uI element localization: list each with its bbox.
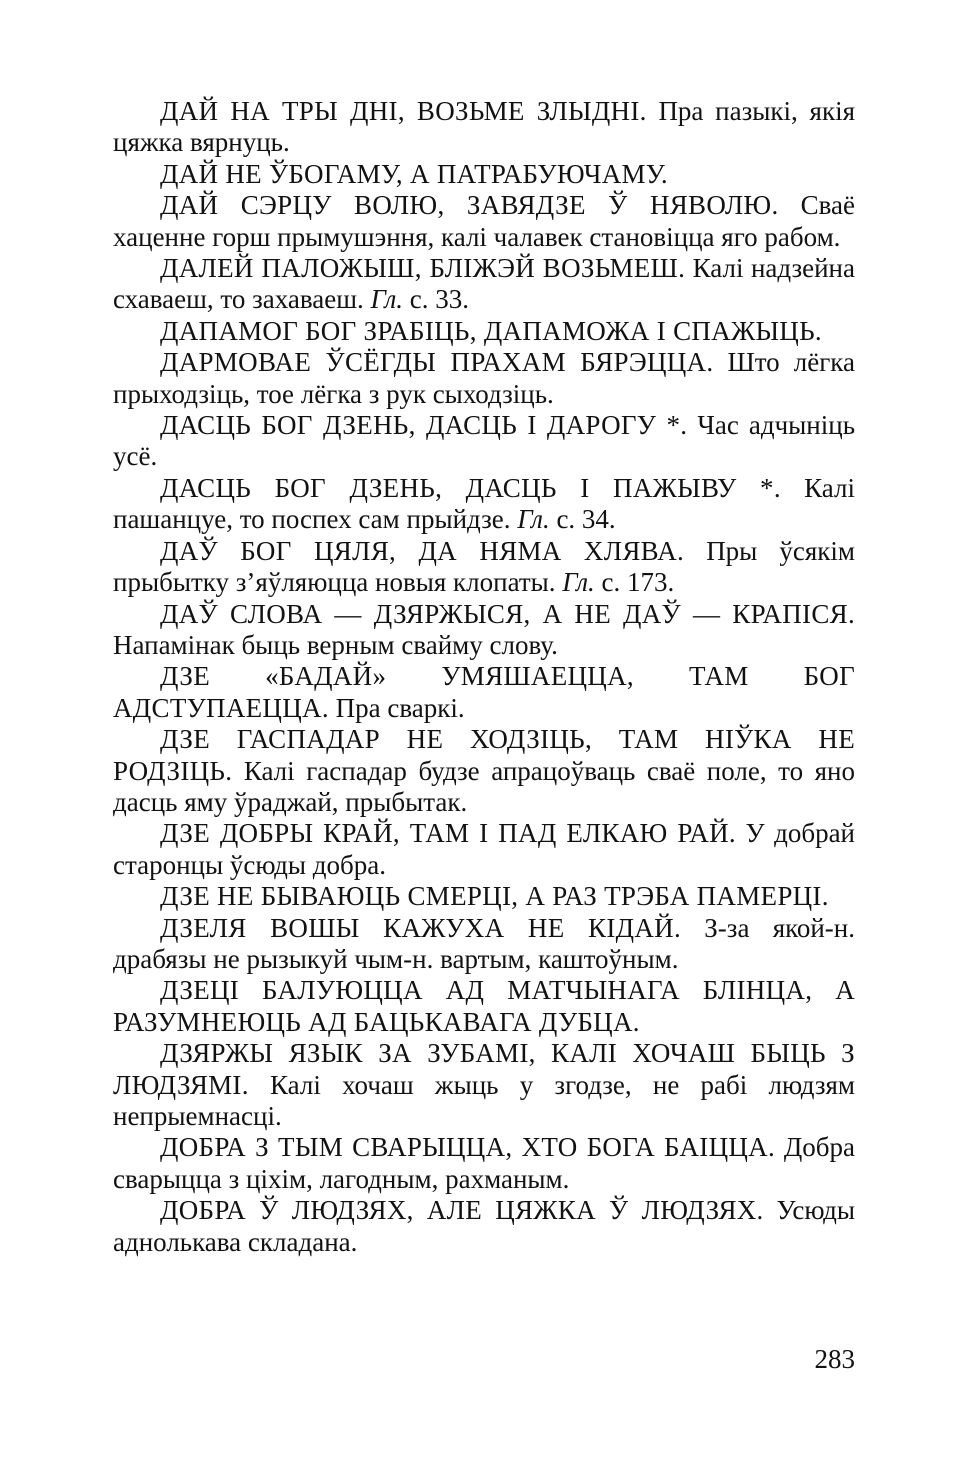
proverb-entry <box>113 913 855 976</box>
proverb-headword: ДАЎ БОГ ЦЯЛЯ, ДА НЯМА ХЛЯВА. <box>160 535 685 566</box>
proverb-entry <box>113 818 855 881</box>
proverb-definition: Напамінак быць верным свайму слову. <box>113 629 558 660</box>
proverb-entry <box>113 975 855 1038</box>
proverb-definition: Добра сварыцца з ціхім, лагодным, рахманым. <box>113 1132 855 1194</box>
cross-reference-see-label: Гл. <box>517 504 550 535</box>
proverb-headword: ДЗЕ ГАСПАДАР НЕ ХОДЗІЦЬ, ТАМ НІЎКА НЕ РОДЗІЦЬ. <box>113 724 855 786</box>
cross-reference-page: с. 33. <box>409 284 469 315</box>
entries-container <box>113 96 855 1258</box>
proverb-headword: ДЗЕЛЯ ВОШЫ КАЖУХА НЕ КІДАЙ. <box>160 912 682 943</box>
proverb-headword: ДЗЕ ДОБРЫ КРАЙ, ТАМ І ПАД ЕЛКАЮ РАЙ. <box>160 818 736 849</box>
proverb-entry <box>113 1195 855 1258</box>
cross-reference-page: с. 34. <box>556 504 616 535</box>
proverb-entry <box>113 1132 855 1195</box>
proverb-headword: ДАРМОВАЕ ЎСЁГДЫ ПРАХАМ БЯРЭЦЦА. <box>160 347 714 378</box>
cross-reference <box>562 567 674 597</box>
proverb-headword: ДЗЕ «БАДАЙ» УМЯШАЕЦЦА, ТАМ БОГ АДСТУПАЕЦЦА. <box>113 661 855 723</box>
proverb-definition: Час адчыніць усё. <box>113 410 856 472</box>
proverb-entry <box>113 881 855 912</box>
proverb-headword: ДАСЦЬ БОГ ДЗЕНЬ, ДАСЦЬ І ПАЖЫВУ *. <box>160 472 781 503</box>
proverb-headword: ДЗЕЦІ БАЛУЮЦЦА АД МАТЧЫНАГА БЛІНЦА, А РАЗУМНЕЮЦЬ АД БАЦЬКАВАГА ДУБЦА. <box>113 975 855 1037</box>
proverb-headword: ДОБРА Ў ЛЮДЗЯХ, АЛЕ ЦЯЖКА Ў ЛЮДЗЯХ. <box>160 1195 764 1226</box>
proverb-entry <box>113 253 855 316</box>
proverb-entry <box>113 661 855 724</box>
cross-reference-page: с. 173. <box>601 567 675 598</box>
proverb-headword: ДАЙ НЕ ЎБОГАМУ, А ПАТРАБУЮЧАМУ. <box>160 158 668 189</box>
proverb-entry <box>113 159 855 190</box>
proverb-definition: Калі гаспадар будзе апрацоўваць сваё поле, то яно дасць яму ўраджай, прыбытак. <box>113 755 855 817</box>
proverb-definition: Калі хочаш жыць у згодзе, не рабі людзям непрыемнасці. <box>113 1069 855 1131</box>
proverb-headword: ДАЙ СЭРЦУ ВОЛЮ, ЗАВЯДЗЕ Ў НЯВОЛЮ. <box>160 190 779 221</box>
proverb-headword: ДАПАМОГ БОГ ЗРАБІЦЬ, ДАПАМОЖА І СПАЖЫЦЬ. <box>160 315 822 346</box>
proverb-headword: ДАЛЕЙ ПАЛОЖЫШ, БЛІЖЭЙ ВОЗЬМЕШ. <box>160 253 686 284</box>
proverb-entry <box>113 316 855 347</box>
proverb-entry <box>113 724 855 818</box>
proverb-definition: Пры ўсякім прыбытку з’яўляюцца новыя клопаты. <box>113 535 856 598</box>
proverb-definition: З-за якой-н. драбязы не рызыкуй чым-н. вартым, каштоўным. <box>113 912 855 974</box>
proverb-entry <box>113 96 855 159</box>
proverb-headword: ДОБРА З ТЫМ СВАРЫЦЦА, ХТО БОГА БАІЦЦА. <box>160 1132 776 1163</box>
proverb-headword: ДЗЕ НЕ БЫВАЮЦЬ СМЕРЦІ, А РАЗ ТРЭБА ПАМЕРЦІ. <box>160 881 829 912</box>
proverb-definition: Пра сваркі. <box>335 692 465 723</box>
proverb-definition: Пра пазыкі, якія цяжка вярнуць. <box>113 96 855 158</box>
proverb-definition: Усюды аднолькава складана. <box>113 1195 856 1257</box>
proverb-definition: У добрай старонцы ўсюды добра. <box>113 818 855 880</box>
proverb-definition: Калі надзейна схаваеш, то захаваеш. <box>113 253 855 315</box>
page-number: 283 <box>814 1344 855 1374</box>
proverb-definition: Што лёгка прыходзіць, тое лёгка з рук сыходзіць. <box>113 347 855 409</box>
cross-reference-see-label: Гл. <box>370 284 403 315</box>
proverb-definition: Сваё хаценне горш прымушэння, калі чалавек становіцца яго рабом. <box>113 190 855 252</box>
proverb-definition: Калі пашанцуе, то поспех сам прыйдзе. <box>113 472 855 535</box>
proverb-headword: ДАЎ СЛОВА — ДЗЯРЖЫСЯ, А НЕ ДАЎ — КРАПІСЯ. <box>160 598 855 629</box>
proverb-headword: ДАЙ НА ТРЫ ДНІ, ВОЗЬМЕ ЗЛЫДНІ. <box>160 96 647 126</box>
proverb-headword: ДАСЦЬ БОГ ДЗЕНЬ, ДАСЦЬ І ДАРОГУ *. <box>160 410 688 441</box>
proverb-headword: ДЗЯРЖЫ ЯЗЫК ЗА ЗУБАМІ, КАЛІ ХОЧАШ БЫЦЬ З ЛЮДЗЯМІ. <box>113 1038 855 1100</box>
proverb-entry <box>113 347 855 410</box>
proverb-entry <box>113 410 855 473</box>
cross-reference <box>371 284 469 314</box>
proverb-entry <box>113 473 855 536</box>
proverb-entry <box>113 599 855 662</box>
proverb-entry <box>113 536 855 599</box>
cross-reference-see-label: Гл. <box>562 567 595 598</box>
proverb-entry <box>113 190 855 253</box>
proverb-entry <box>113 1038 855 1132</box>
cross-reference <box>517 504 615 534</box>
